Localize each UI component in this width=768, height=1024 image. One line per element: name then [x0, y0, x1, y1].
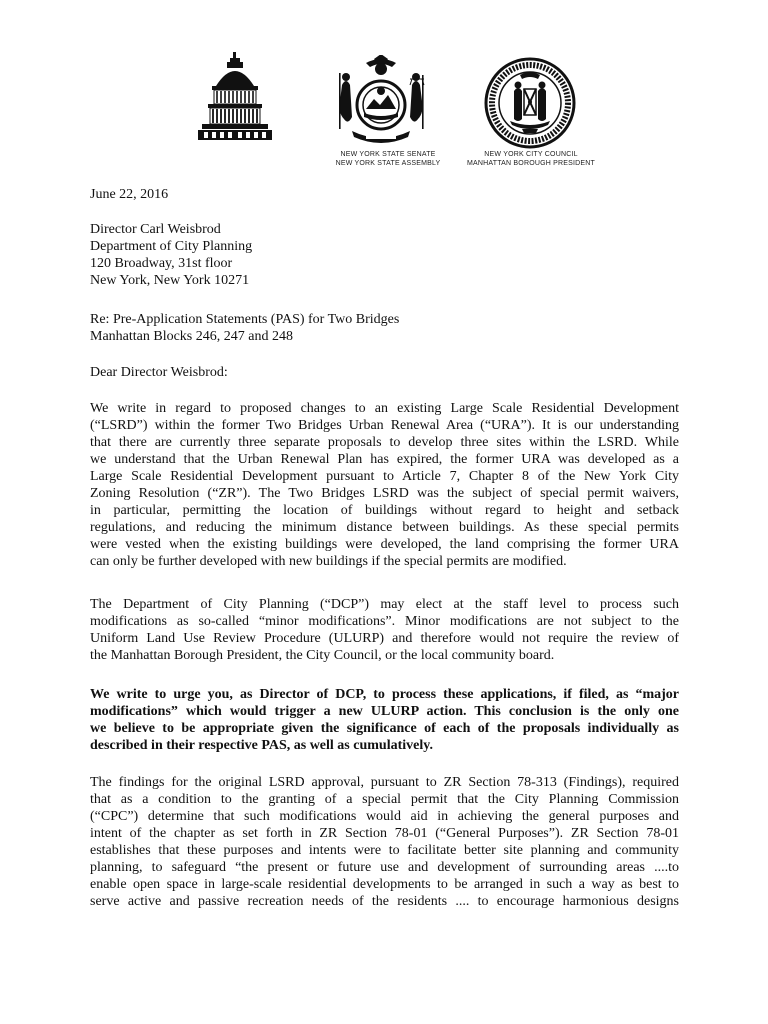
paragraph-line: The findings for the original LSRD approval, pursuant to ZR Section 78-313 (Findings), required [90, 775, 679, 790]
salutation [90, 364, 679, 381]
salutation-text: Dear Director Weisbrod: [90, 365, 228, 380]
address-line: Department of City Planning [90, 239, 253, 254]
letter-date [90, 186, 679, 203]
paragraph-line: can only be further developed with new buildings if the special permits are modified. [90, 554, 567, 569]
paragraph-line: in particular, permitting the location of buildings without regard to height and setback [90, 503, 679, 518]
paragraph-line: intent of the chapter as set forth in ZR Section 78-01 (“General Purposes”). ZR Section 78-01 [90, 826, 679, 841]
paragraph-line: were vested when the existing buildings were developed, the land comprising the former URA [90, 537, 679, 552]
caption-line: NEW YORK STATE ASSEMBLY [335, 160, 441, 167]
paragraph-line: that as a condition to the granting of a special permit that the City Planning Commission [90, 792, 679, 807]
caption-line: NEW YORK CITY COUNCIL [484, 151, 578, 158]
paragraph-line: The Department of City Planning (“DCP”) may elect at the staff level to process such [90, 597, 679, 612]
letterhead-caption-city [458, 150, 604, 168]
address-line: New York, New York 10271 [90, 273, 250, 288]
paragraph-line: Zoning Resolution (“ZR”). The Two Bridges LSRD was the subject of special permit waivers, [90, 486, 679, 501]
paragraph-line: Large Scale Residential Development pursuant to Article 7, Chapter 8 of the New York City [90, 469, 679, 484]
body-paragraph-2 [90, 596, 679, 664]
paragraph-line: modifications as so-called “minor modifications”. Minor modifications are not subject to the [90, 614, 679, 629]
paragraph-line: planning, to safeguard “the present or future use and development of surrounding areas ....to [90, 860, 679, 875]
paragraph-line: establishes that these purposes and intents were to facilitate better site planning and community [90, 843, 679, 858]
body-paragraph-3-bold [90, 686, 679, 754]
paragraph-line: we believe to be appropriate given the significance of each of the proposals individually as [90, 721, 679, 736]
body-paragraph-1 [90, 400, 679, 570]
address-line: 120 Broadway, 31st floor [90, 256, 233, 271]
paragraph-line: Uniform Land Use Review Procedure (ULURP) and therefore would not require the review of [90, 631, 679, 646]
caption-line: MANHATTAN BOROUGH PRESIDENT [466, 160, 596, 167]
paragraph-line: described in their respective PAS, as well as cumulatively. [90, 738, 433, 753]
recipient-address [90, 221, 679, 289]
subject-line [90, 311, 679, 345]
paragraph-line: enable open space in large-scale residential developments to be arranged in such a way as best to [90, 877, 679, 892]
caption-line: NEW YORK STATE SENATE [340, 151, 436, 158]
paragraph-line: we understand that the Urban Renewal Plan has expired, the former URA was developed as a [90, 452, 679, 467]
subject-text: Re: Pre-Application Statements (PAS) for Two Bridges [90, 312, 400, 327]
new-york-city-seal-icon [484, 57, 576, 149]
capitol-dome-icon [196, 52, 274, 142]
date-text: June 22, 2016 [90, 187, 169, 202]
new-york-state-seal-icon [336, 55, 426, 147]
address-line: Director Carl Weisbrod [90, 222, 221, 237]
subject-text: Manhattan Blocks 246, 247 and 248 [90, 329, 293, 344]
body-paragraph-4 [90, 774, 679, 910]
paragraph-line: We write to urge you, as Director of DCP, to process these applications, if filed, as “major [90, 687, 679, 702]
paragraph-line: regulations, and reducing the minimum distance between buildings. As these special permits [90, 520, 679, 535]
paragraph-line: (“CPC”) determine that such modifications would aid in achieving the general purposes and [90, 809, 679, 824]
paragraph-line: (“LSRD”) within the former Two Bridges Urban Renewal Area (“URA”). It is our understanding [90, 418, 679, 433]
paragraph-line: We write in regard to proposed changes to an existing Large Scale Residential Development [90, 401, 679, 416]
paragraph-line: the Manhattan Borough President, the City Council, or the local community board. [90, 648, 555, 663]
paragraph-line: serve active and passive recreation needs of the residents .... to encourage harmonious designs [90, 894, 679, 909]
letterhead-caption-state [318, 150, 458, 168]
paragraph-line: modifications” which would trigger a new ULURP action. This conclusion is the only one [90, 704, 679, 719]
paragraph-line: that there are currently three separate proposals to develop three sites within the LSRD. While [90, 435, 679, 450]
